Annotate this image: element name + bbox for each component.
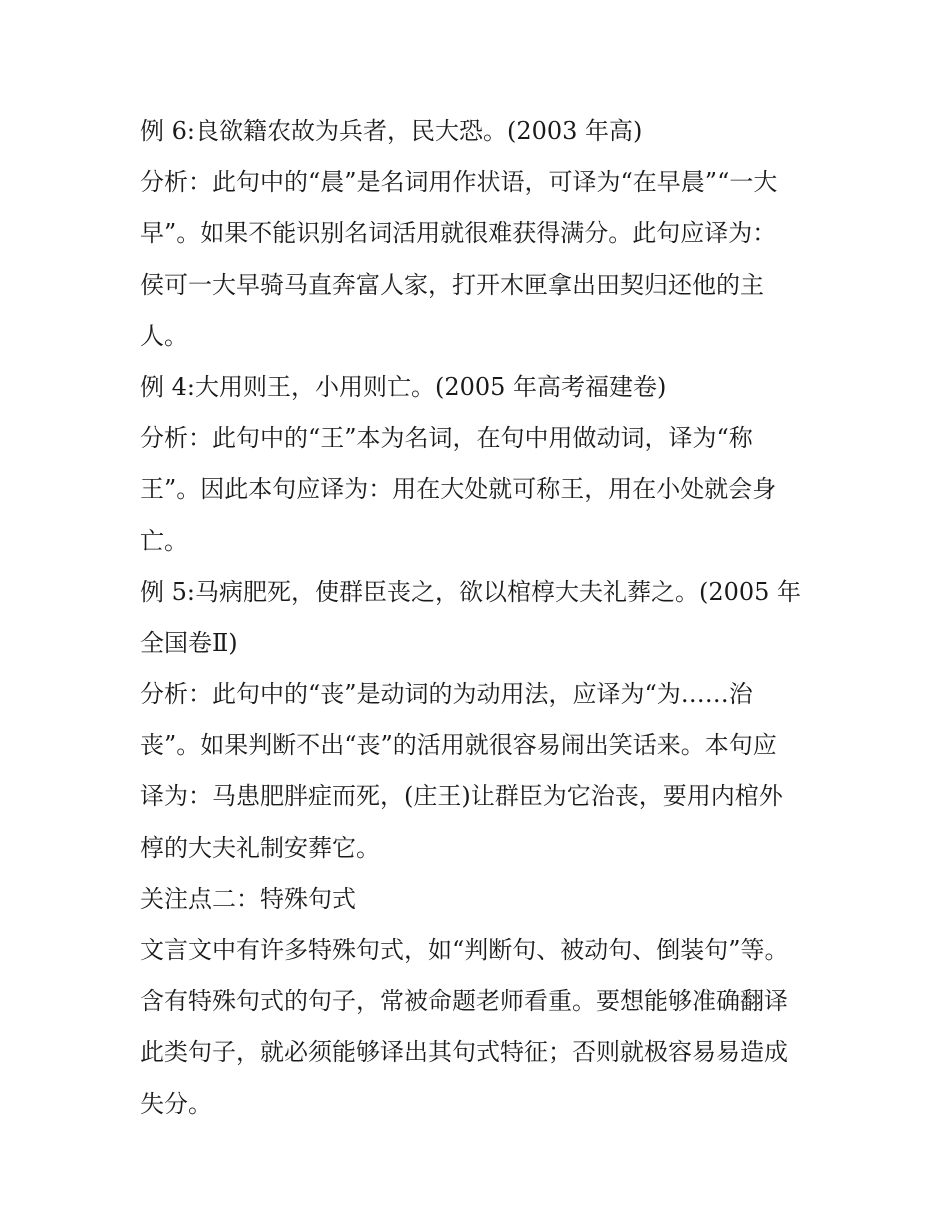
- paragraph-line: 含有特殊句式的句子，常被命题老师看重。要想能够准确翻译: [140, 987, 788, 1016]
- example-6-line: 例 6:良欲籍农故为兵者，民大恐。(2003 年高): [140, 117, 643, 145]
- paragraph-line: 此类句子，就必须能够译出其句式特征；否则就极容易易造成: [140, 1038, 788, 1067]
- analysis-text-line: 分析：此句中的“丧”是动词的为动用法，应译为“为……治: [140, 680, 753, 709]
- paragraph-line: 文言文中有许多特殊句式，如“判断句、被动句、倒装句”等。: [140, 936, 789, 964]
- analysis-text-line: 椁的大夫礼制安葬它。: [140, 833, 380, 862]
- analysis-text-line: 亡。: [140, 526, 188, 555]
- section-heading: 关注点二：特殊句式: [140, 884, 356, 913]
- example-5-line: 例 5:马病肥死，使群臣丧之，欲以棺椁大夫礼葬之。(2005 年: [140, 577, 802, 606]
- analysis-text-line: 分析：此句中的“王”本为名词，在句中用做动词，译为“称: [140, 424, 753, 453]
- example-4-line: 例 4:大用则王，小用则亡。(2005 年高考福建卷): [140, 372, 667, 401]
- analysis-text-line: 侯可一大早骑马直奔富人家，打开木匣拿出田契归还他的主: [140, 270, 764, 299]
- document-body: [140, 106, 812, 1130]
- analysis-text-line: 分析：此句中的“晨”是名词用作状语，可译为“在早晨”“一大: [140, 168, 778, 197]
- analysis-text-line: 译为：马患肥胖症而死，(庄王)让群臣为它治丧，要用内棺外: [140, 782, 783, 811]
- analysis-text-line: 早”。如果不能识别名词活用就很难获得满分。此句应译为：: [140, 219, 777, 248]
- example-5-line: 全国卷Ⅱ): [140, 628, 238, 657]
- analysis-text-line: 王”。因此本句应译为：用在大处就可称王，用在小处就会身: [140, 475, 777, 504]
- paragraph-line: 失分。: [140, 1089, 212, 1118]
- analysis-text-line: 人。: [140, 321, 188, 350]
- analysis-text-line: 丧”。如果判断不出“丧”的活用就很容易闹出笑话来。本句应: [140, 731, 777, 760]
